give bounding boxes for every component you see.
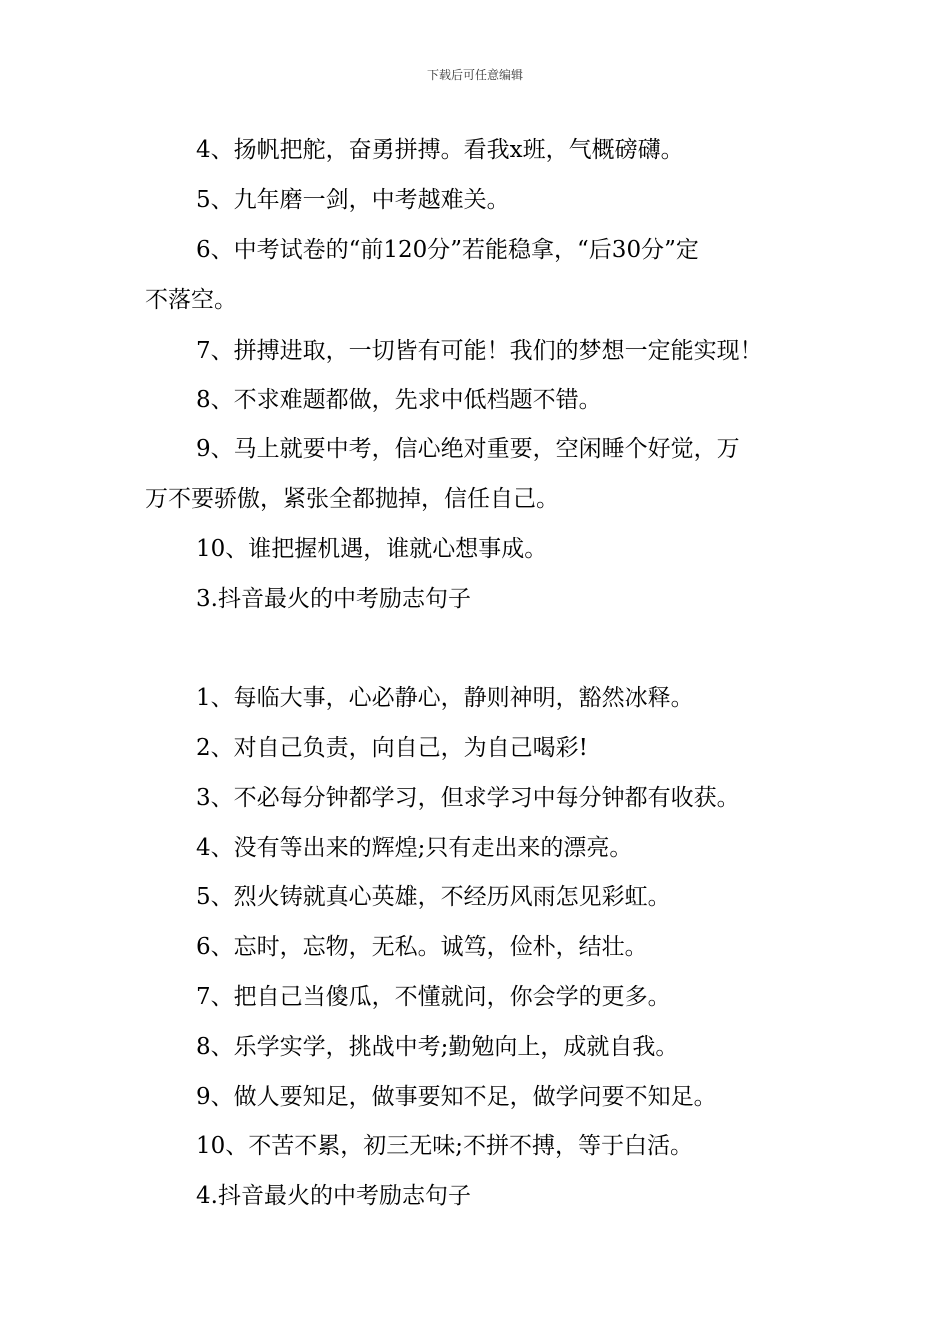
text-line: 3、不必每分钟都学习，但求学习中每分钟都有收获。: [196, 785, 740, 811]
text-line: 5、九年磨一剑，中考越难关。: [196, 187, 510, 213]
text-line: 9、马上就要中考，信心绝对重要，空闲睡个好觉，万: [196, 436, 740, 462]
text-line: 5、烈火铸就真心英雄，不经历风雨怎见彩虹。: [196, 884, 671, 910]
text-line: 6、忘时，忘物，无私。诚笃，俭朴，结壮。: [196, 934, 648, 960]
section-heading: 3.抖音最火的中考励志句子: [196, 586, 471, 612]
text-line: 10、不苦不累，初三无味;不拼不搏，等于白活。: [196, 1133, 694, 1159]
text-line: 2、对自己负责，向自己，为自己喝彩!: [196, 735, 588, 761]
text-line: 10、谁把握机遇，谁就心想事成。: [196, 536, 548, 562]
text-line: 不落空。: [145, 287, 237, 313]
text-line: 7、拼搏进取，一切皆有可能！我们的梦想一定能实现！: [196, 338, 763, 364]
text-line: 1、每临大事，心必静心，静则神明，豁然冰释。: [196, 685, 694, 711]
text-line: 7、把自己当傻瓜，不懂就问，你会学的更多。: [196, 984, 671, 1010]
section-heading: 4.抖音最火的中考励志句子: [196, 1183, 471, 1209]
text-line: 4、扬帆把舵，奋勇拼搏。看我x班，气概磅礴。: [196, 137, 684, 163]
text-line: 8、乐学实学，挑战中考;勤勉向上，成就自我。: [196, 1034, 679, 1060]
text-line: 6、中考试卷的“前120分”若能稳拿，“后30分”定: [196, 237, 699, 263]
text-line: 8、不求难题都做，先求中低档题不错。: [196, 387, 602, 413]
page-header: 下载后可任意编辑: [426, 68, 523, 82]
text-line: 9、做人要知足，做事要知不足，做学问要不知足。: [196, 1084, 717, 1110]
text-line: 万不要骄傲，紧张全都抛掉，信任自己。: [145, 486, 559, 512]
text-line: 4、没有等出来的辉煌;只有走出来的漂亮。: [196, 835, 633, 861]
